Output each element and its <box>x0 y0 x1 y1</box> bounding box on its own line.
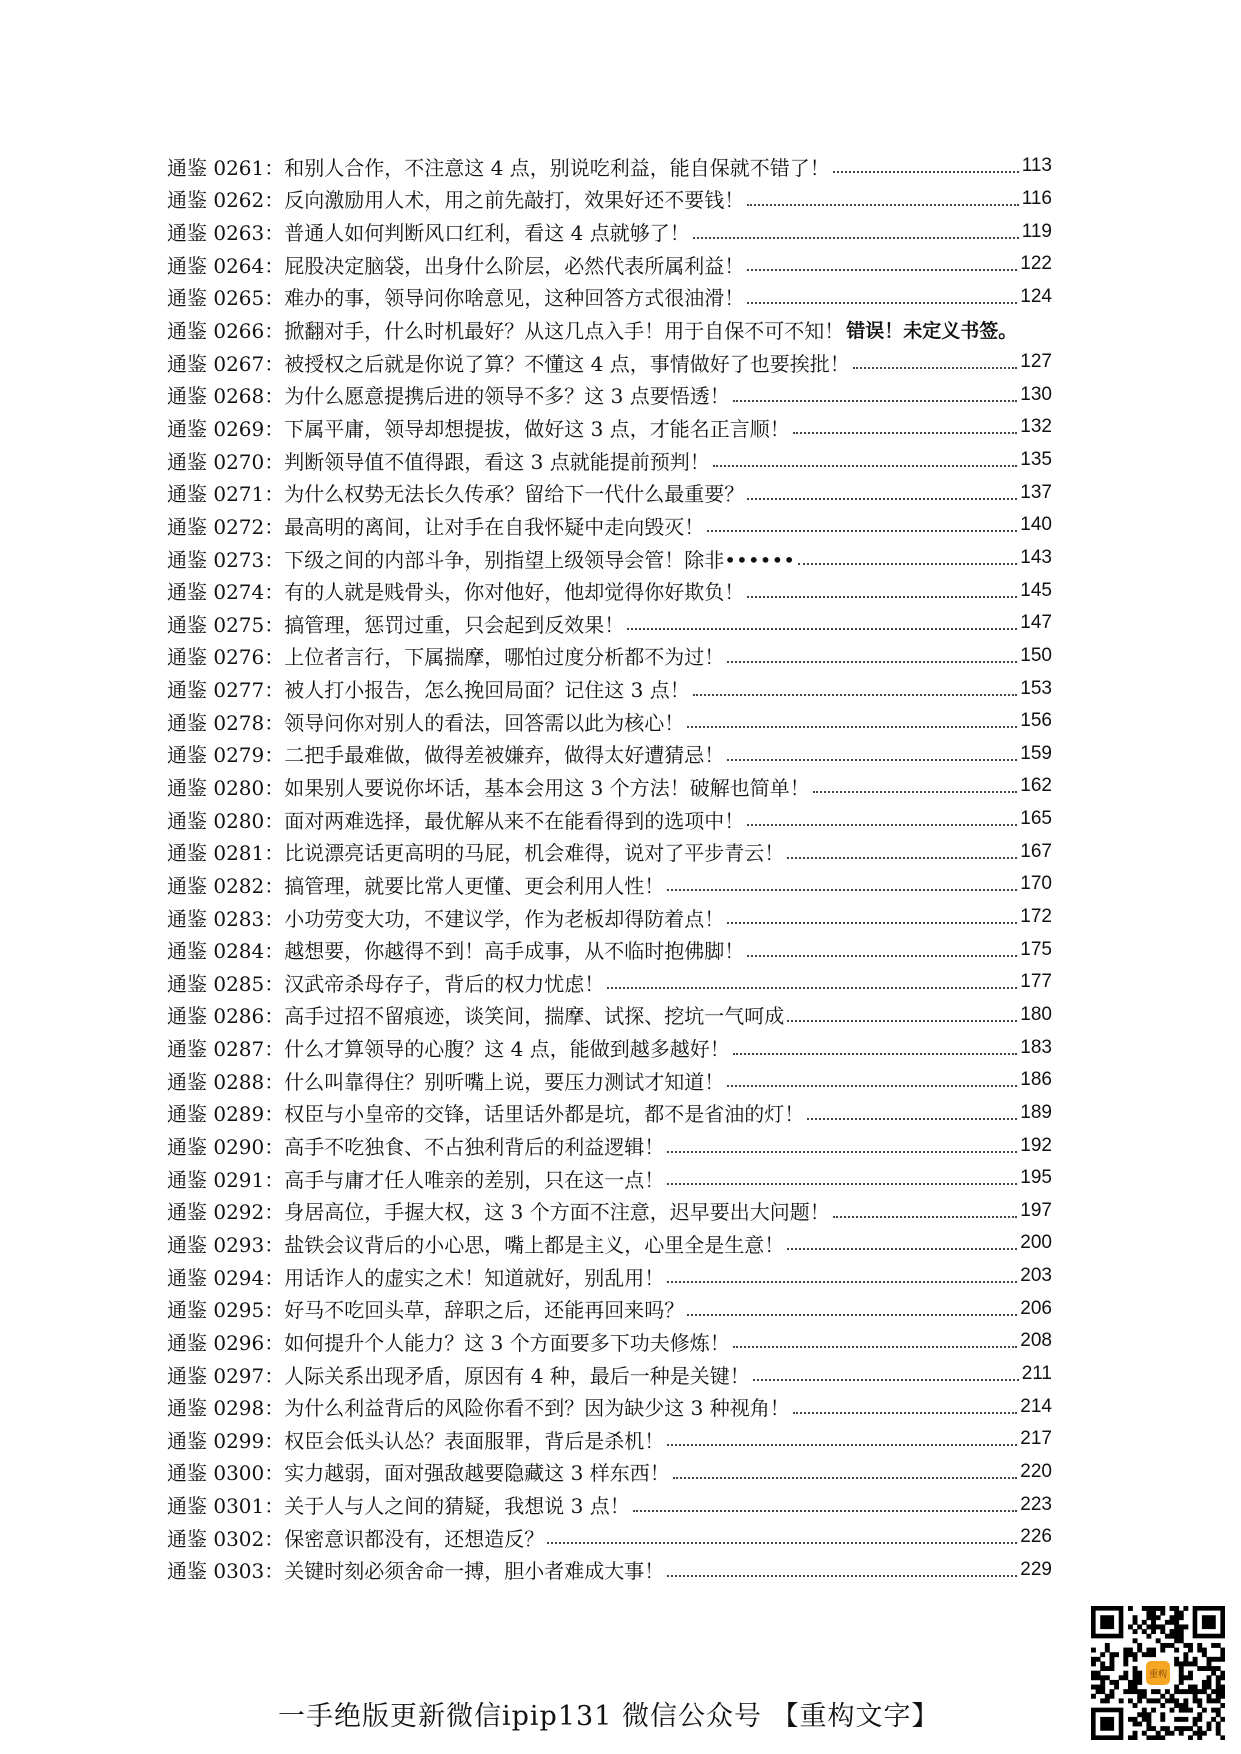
toc-dot-leader <box>627 628 1017 630</box>
toc-entry-number: 通鉴 0279： <box>167 743 285 768</box>
toc-entry-number: 通鉴 0285： <box>167 971 285 996</box>
toc-entry[interactable] <box>167 868 1052 901</box>
toc-entry[interactable] <box>167 803 1052 836</box>
toc-entry[interactable] <box>167 1129 1052 1162</box>
toc-entry-number: 通鉴 0271： <box>167 482 285 507</box>
toc-entry-number: 通鉴 0281： <box>167 841 285 866</box>
toc-entry[interactable] <box>167 1423 1052 1456</box>
toc-entry[interactable] <box>167 770 1052 803</box>
footer-text: 一手绝版更新微信ipip131 微信公众号 【重构文字】 <box>278 1701 940 1732</box>
toc-entry-number: 通鉴 0278： <box>167 710 285 735</box>
toc-entry-title: 如何提升个人能力？这 3 个方面要多下功夫修炼！ <box>284 1330 730 1355</box>
toc-dot-leader <box>747 269 1017 271</box>
toc-entry-page: 167 <box>1020 840 1052 862</box>
toc-entry-number: 通鉴 0276： <box>167 645 285 670</box>
toc-entry-title: 实力越弱，面对强敌越要隐藏这 3 样东西！ <box>284 1461 670 1486</box>
toc-dot-leader <box>753 1379 1019 1381</box>
toc-dot-leader <box>793 1412 1018 1414</box>
toc-dot-leader <box>673 1477 1018 1479</box>
toc-dot-leader <box>667 1183 1017 1185</box>
toc-entry-number: 通鉴 0303： <box>167 1559 285 1584</box>
toc-entry-title: 上位者言行，下属揣摩，哪怕过度分析都不为过！ <box>284 645 725 670</box>
toc-entry-title: 下属平庸，领导却想提拔，做好这 3 点，才能名正言顺！ <box>284 416 790 441</box>
toc-entry-title: 权臣与小皇帝的交锋，话里话外都是坑，都不是省油的灯！ <box>284 1102 805 1127</box>
toc-dot-leader <box>833 1216 1018 1218</box>
toc-entry[interactable] <box>167 738 1052 771</box>
toc-entry-title: 权臣会低头认怂？表面服罪，背后是杀机！ <box>284 1428 665 1453</box>
toc-entry[interactable] <box>167 1260 1052 1293</box>
toc-dot-leader <box>833 171 1019 173</box>
toc-entry-title: 为什么利益背后的风险你看不到？因为缺少这 3 种视角！ <box>284 1396 790 1421</box>
toc-dot-leader <box>807 1118 1017 1120</box>
toc-entry[interactable] <box>167 1456 1052 1489</box>
toc-entry-number: 通鉴 0292： <box>167 1200 285 1225</box>
toc-dot-leader <box>607 987 1017 989</box>
toc-dot-leader <box>747 302 1017 304</box>
toc-dot-leader <box>733 400 1018 402</box>
toc-entry-title: 被授权之后就是你说了算？不懂这 4 点，事情做好了也要挨批！ <box>284 351 850 376</box>
toc-entry-title: 反向激励用人术，用之前先敲打，效果好还不要钱！ <box>284 188 745 213</box>
toc-entry[interactable] <box>167 1195 1052 1228</box>
toc-dot-leader <box>747 204 1018 206</box>
toc-entry-page: 180 <box>1020 1003 1052 1025</box>
toc-entry-number: 通鉴 0272： <box>167 514 285 539</box>
toc-entry-page: 170 <box>1020 873 1052 895</box>
toc-entry-title: 有的人就是贱骨头，你对他好，他却觉得你好欺负！ <box>284 580 745 605</box>
toc-entry-number: 通鉴 0299： <box>167 1428 285 1453</box>
toc-dot-leader <box>667 1151 1017 1153</box>
toc-entry-number: 通鉴 0270： <box>167 449 285 474</box>
toc-entry-number: 通鉴 0289： <box>167 1102 285 1127</box>
toc-entry[interactable] <box>167 1521 1052 1554</box>
toc-entry-page: 162 <box>1020 775 1052 797</box>
toc-dot-leader <box>667 1281 1017 1283</box>
toc-entry[interactable] <box>167 346 1052 379</box>
toc-entry-number: 通鉴 0286： <box>167 1004 285 1029</box>
toc-entry[interactable] <box>167 607 1052 640</box>
toc-entry-page: 229 <box>1020 1558 1052 1580</box>
toc-dot-leader <box>667 1575 1017 1577</box>
toc-dot-leader <box>667 889 1017 891</box>
toc-entry-title: 难办的事，领导问你啥意见，这种回答方式很油滑！ <box>284 286 745 311</box>
toc-entry-page: 175 <box>1020 938 1052 960</box>
qr-code-icon <box>1091 1606 1225 1740</box>
toc-entry-number: 通鉴 0274： <box>167 580 285 605</box>
toc-dot-leader <box>787 1248 1017 1250</box>
toc-entry-page: 113 <box>1021 155 1052 177</box>
toc-entry-page: 220 <box>1020 1460 1052 1482</box>
toc-dot-leader <box>747 824 1017 826</box>
toc-entry-title: 二把手最难做，做得差被嫌弃，做得太好遭猜忌！ <box>284 743 725 768</box>
toc-entry-page: 143 <box>1020 547 1052 568</box>
toc-entry[interactable] <box>167 1554 1052 1587</box>
toc-entry-number: 通鉴 0275： <box>167 612 285 637</box>
toc-entry-title: 普通人如何判断风口红利，看这 4 点就够了！ <box>284 221 690 246</box>
toc-dot-leader <box>687 1314 1017 1316</box>
toc-entry-page: 140 <box>1020 514 1052 536</box>
toc-entry-page: 208 <box>1020 1330 1052 1352</box>
toc-dot-leader <box>798 563 1017 565</box>
toc-entry-number: 通鉴 0263： <box>167 221 285 246</box>
toc-entry[interactable] <box>167 313 1052 346</box>
toc-dot-leader <box>547 1542 1017 1544</box>
toc-entry-title: 什么叫靠得住？别听嘴上说，要压力测试才知道！ <box>284 1069 725 1094</box>
toc-entry-number: 通鉴 0280： <box>167 808 285 833</box>
toc-entry-number: 通鉴 0302： <box>167 1526 285 1551</box>
toc-entry-title: 小功劳变大功，不建议学，作为老板却得防着点！ <box>284 906 725 931</box>
toc-entry[interactable] <box>167 509 1052 542</box>
toc-dot-leader <box>733 1053 1018 1055</box>
toc-entry-page: 150 <box>1020 644 1052 666</box>
toc-entry-page: 135 <box>1020 449 1052 471</box>
toc-entry-page: 124 <box>1020 285 1052 307</box>
toc-entry-title: 被人打小报告，怎么挽回局面？记住这 3 点！ <box>284 678 690 703</box>
toc-entry-title: 好马不吃回头草，辞职之后，还能再回来吗？ <box>284 1298 685 1323</box>
toc-entry[interactable] <box>167 1390 1052 1423</box>
toc-entry[interactable] <box>167 215 1052 248</box>
toc-entry-number: 通鉴 0301： <box>167 1494 285 1519</box>
toc-entry-title: 最高明的离间，让对手在自我怀疑中走向毁灭！ <box>284 514 705 539</box>
toc-entry-number: 通鉴 0290： <box>167 1135 285 1160</box>
toc-entry-title: 面对两难选择，最优解从来不在能看得到的选项中！ <box>284 808 745 833</box>
toc-entry-page: 195 <box>1020 1167 1052 1189</box>
toc-entry[interactable] <box>167 248 1052 281</box>
toc-entry[interactable] <box>167 281 1052 314</box>
toc-entry-title: 下级之间的内部斗争，别指望上级领导会管！除非•••••• <box>284 547 796 572</box>
toc-entry-number: 通鉴 0284： <box>167 939 285 964</box>
toc-entry-title: 搞管理，就要比常人更懂、更会利用人性！ <box>284 873 665 898</box>
toc-entry[interactable] <box>167 835 1052 868</box>
toc-dot-leader <box>727 1085 1017 1087</box>
toc-entry-number: 通鉴 0296： <box>167 1330 285 1355</box>
toc-dot-leader <box>707 530 1017 532</box>
toc-entry-title: 人际关系出现矛盾，原因有 4 种，最后一种是关键！ <box>284 1363 750 1388</box>
toc-entry-number: 通鉴 0268： <box>167 384 285 409</box>
toc-entry-number: 通鉴 0266： <box>167 319 285 344</box>
toc-dot-leader <box>813 791 1018 793</box>
toc-entry-number: 通鉴 0265： <box>167 286 285 311</box>
toc-entry-number: 通鉴 0269： <box>167 416 285 441</box>
toc-entry-page: 200 <box>1020 1232 1052 1254</box>
toc-entry[interactable] <box>167 901 1052 934</box>
toc-entry[interactable] <box>167 1162 1052 1195</box>
toc-entry[interactable] <box>167 150 1052 183</box>
toc-entry-title: 搞管理，惩罚过重，只会起到反效果！ <box>284 612 625 637</box>
toc-dot-leader <box>633 1510 1018 1512</box>
toc-entry-title: 比说漂亮话更高明的马屁，机会难得，说对了平步青云！ <box>284 841 785 866</box>
toc-entry-number: 通鉴 0273： <box>167 547 285 572</box>
toc-dot-leader <box>747 596 1017 598</box>
toc-entry-title: 高手不吃独食、不占独利背后的利益逻辑！ <box>284 1135 665 1160</box>
toc-entry[interactable] <box>167 705 1052 738</box>
toc-dot-leader <box>727 759 1017 761</box>
toc-entry-title: 掀翻对手，什么时机最好？从这几点入手！用于自保不可不知！ <box>284 319 845 344</box>
toc-dot-leader <box>693 237 1019 239</box>
toc-entry-title: 盐铁会议背后的小心思，嘴上都是主义，心里全是生意！ <box>284 1232 785 1257</box>
toc-entry-page: 165 <box>1020 808 1052 830</box>
toc-entry-page: 127 <box>1020 351 1052 373</box>
toc-dot-leader <box>687 726 1017 728</box>
toc-entry-page: 192 <box>1020 1134 1052 1156</box>
toc-entry-error: 错误！未定义书签。 <box>846 320 1018 343</box>
toc-dot-leader <box>787 857 1017 859</box>
toc-entry-page: 145 <box>1020 579 1052 601</box>
toc-entry-title: 保密意识都没有，还想造反？ <box>284 1526 545 1551</box>
toc-dot-leader <box>733 1346 1018 1348</box>
svg-text:重构: 重构 <box>1148 1670 1168 1680</box>
toc-entry-number: 通鉴 0295： <box>167 1298 285 1323</box>
table-of-contents <box>167 150 1052 1586</box>
toc-entry-title: 越想要，你越得不到！高手成事，从不临时抱佛脚！ <box>284 939 745 964</box>
toc-entry-title: 领导问你对别人的看法，回答需以此为核心！ <box>284 710 685 735</box>
toc-entry[interactable] <box>167 1097 1052 1130</box>
toc-entry[interactable] <box>167 933 1052 966</box>
toc-entry-number: 通鉴 0294： <box>167 1265 285 1290</box>
toc-entry-number: 通鉴 0287： <box>167 1037 285 1062</box>
toc-dot-leader <box>727 661 1017 663</box>
toc-entry-number: 通鉴 0280： <box>167 775 285 800</box>
toc-entry[interactable] <box>167 1031 1052 1064</box>
toc-entry-page: 132 <box>1020 416 1052 438</box>
toc-entry-title: 汉武帝杀母存子，背后的权力忧虑！ <box>284 971 605 996</box>
toc-entry[interactable] <box>167 476 1052 509</box>
toc-entry-page: 172 <box>1020 906 1052 928</box>
toc-entry[interactable] <box>167 1227 1052 1260</box>
toc-entry-page: 159 <box>1020 742 1052 764</box>
toc-entry[interactable] <box>167 444 1052 477</box>
toc-entry-title: 判断领导值不值得跟，看这 3 点就能提前预判！ <box>284 449 710 474</box>
toc-entry-page: 206 <box>1020 1297 1052 1319</box>
toc-entry[interactable] <box>167 1325 1052 1358</box>
toc-entry-page: 186 <box>1020 1069 1052 1091</box>
toc-entry[interactable] <box>167 640 1052 673</box>
toc-dot-leader <box>793 432 1018 434</box>
toc-entry-page: 197 <box>1020 1199 1052 1221</box>
toc-entry-page: 226 <box>1020 1526 1052 1548</box>
toc-entry-number: 通鉴 0264： <box>167 253 285 278</box>
toc-entry-page: 153 <box>1020 677 1052 699</box>
toc-entry-number: 通鉴 0297： <box>167 1363 285 1388</box>
toc-dot-leader <box>853 367 1018 369</box>
toc-entry-number: 通鉴 0261： <box>167 155 285 180</box>
toc-dot-leader <box>693 694 1018 696</box>
toc-entry[interactable] <box>167 1358 1052 1391</box>
toc-dot-leader <box>747 498 1017 500</box>
toc-entry-number: 通鉴 0293： <box>167 1232 285 1257</box>
toc-entry-page: 177 <box>1020 971 1052 993</box>
toc-entry[interactable] <box>167 1488 1052 1521</box>
toc-entry-number: 通鉴 0283： <box>167 906 285 931</box>
toc-entry-number: 通鉴 0300： <box>167 1461 285 1486</box>
toc-entry-title: 为什么权势无法长久传承？留给下一代什么最重要？ <box>284 482 745 507</box>
toc-entry-title: 和别人合作，不注意这 4 点，别说吃利益，能自保就不错了！ <box>284 155 830 180</box>
toc-dot-leader <box>667 1444 1017 1446</box>
toc-entry-number: 通鉴 0262： <box>167 188 285 213</box>
toc-entry-page: 203 <box>1020 1265 1052 1287</box>
toc-entry-title: 如果别人要说你坏话，基本会用这 3 个方法！破解也简单！ <box>284 775 810 800</box>
toc-entry-page: 183 <box>1020 1036 1052 1058</box>
toc-entry[interactable] <box>167 966 1052 999</box>
toc-entry-number: 通鉴 0291： <box>167 1167 285 1192</box>
toc-entry-page: 223 <box>1020 1493 1052 1515</box>
toc-dot-leader <box>747 955 1017 957</box>
toc-entry-number: 通鉴 0277： <box>167 678 285 703</box>
toc-entry-number: 通鉴 0267： <box>167 351 285 376</box>
toc-entry[interactable] <box>167 574 1052 607</box>
toc-entry-title: 高手与庸才任人唯亲的差别，只在这一点！ <box>284 1167 665 1192</box>
toc-entry-title: 用话诈人的虚实之术！知道就好，别乱用！ <box>284 1265 665 1290</box>
toc-entry-title: 关键时刻必须舍命一搏，胆小者难成大事！ <box>284 1559 665 1584</box>
toc-entry-page: 217 <box>1020 1428 1052 1450</box>
toc-entry-page: 189 <box>1020 1101 1052 1123</box>
toc-entry-page: 119 <box>1021 220 1052 242</box>
toc-entry[interactable] <box>167 1064 1052 1097</box>
toc-entry-title: 身居高位，手握大权，这 3 个方面不注意，迟早要出大问题！ <box>284 1200 830 1225</box>
toc-entry-page: 137 <box>1020 481 1052 503</box>
toc-entry-title: 关于人与人之间的猜疑，我想说 3 点！ <box>284 1494 630 1519</box>
toc-entry[interactable] <box>167 672 1052 705</box>
toc-entry[interactable] <box>167 411 1052 444</box>
toc-entry-number: 通鉴 0288： <box>167 1069 285 1094</box>
toc-entry-page: 116 <box>1021 187 1052 209</box>
toc-entry-page: 211 <box>1021 1363 1052 1385</box>
toc-entry-page: 214 <box>1020 1395 1052 1417</box>
toc-entry-page: 130 <box>1020 383 1052 405</box>
toc-entry-title: 高手过招不留痕迹，谈笑间，揣摩、试探、挖坑一气呵成 <box>284 1004 785 1029</box>
toc-entry-number: 通鉴 0282： <box>167 873 285 898</box>
toc-entry-title: 为什么愿意提携后进的领导不多？这 3 点要悟透！ <box>284 384 730 409</box>
toc-entry-title: 屁股决定脑袋，出身什么阶层，必然代表所属利益！ <box>284 253 745 278</box>
toc-entry-page: 122 <box>1020 253 1052 275</box>
toc-entry-title: 什么才算领导的心腹？这 4 点，能做到越多越好！ <box>284 1037 730 1062</box>
toc-dot-leader <box>713 465 1018 467</box>
toc-entry[interactable] <box>167 183 1052 216</box>
toc-dot-leader <box>787 1020 1017 1022</box>
toc-entry[interactable] <box>167 999 1052 1032</box>
toc-entry-page: 147 <box>1020 612 1052 634</box>
toc-entry[interactable] <box>167 378 1052 411</box>
toc-entry[interactable] <box>167 542 1052 575</box>
toc-entry-page: 156 <box>1020 710 1052 732</box>
toc-dot-leader <box>727 922 1017 924</box>
toc-entry[interactable] <box>167 1292 1052 1325</box>
toc-entry-number: 通鉴 0298： <box>167 1396 285 1421</box>
